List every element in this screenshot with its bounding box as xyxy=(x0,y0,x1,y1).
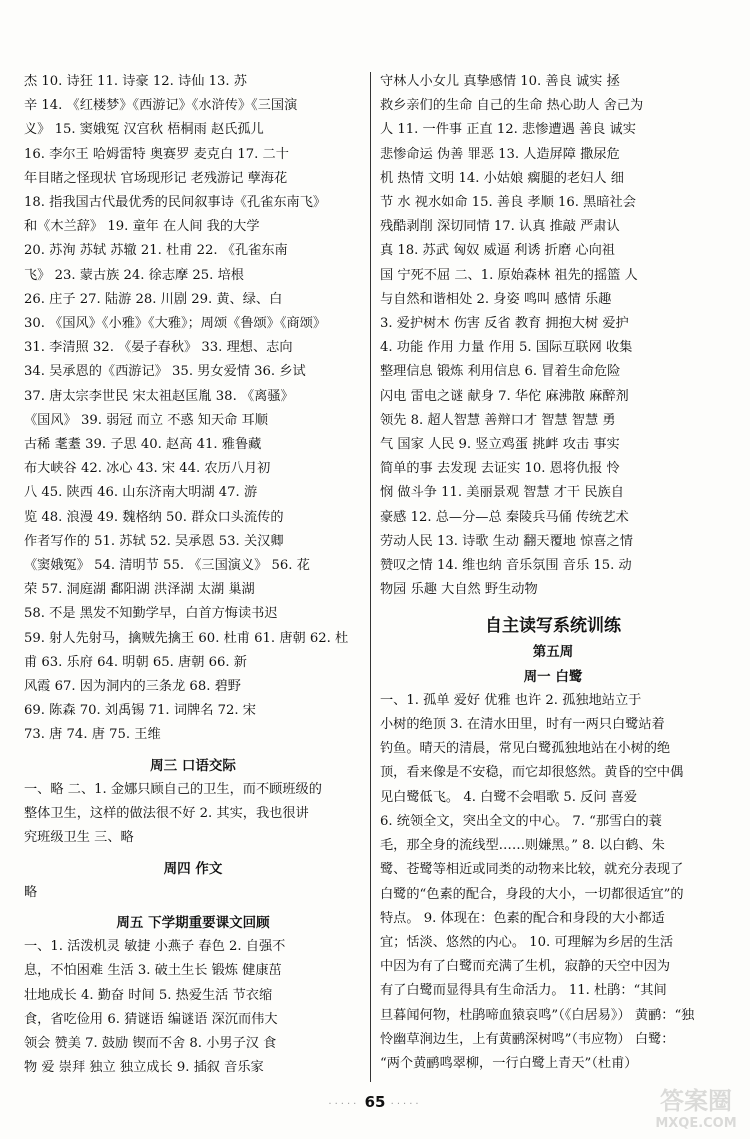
column-divider xyxy=(370,72,371,1082)
answer-line: 气 国家 人民 9. 竖立鸡蛋 挑衅 攻击 事实 xyxy=(380,437,620,453)
answer-line: 义》 15. 窦娥冤 汉宫秋 梧桐雨 赵氏孤儿 xyxy=(24,122,264,138)
answer-line: “两个黄鹂鸣翠柳，一行白鹭上青天”（杜甫） xyxy=(380,1055,638,1071)
answer-line: 20. 苏洵 苏轼 苏辙 21. 杜甫 22. 《孔雀东南 xyxy=(24,243,288,259)
answer-line: 《窦娥冤》 54. 清明节 55. 《三国演义》 56. 花 xyxy=(24,558,310,574)
answer-line: 究班级卫生 三、略 xyxy=(24,830,134,846)
answer-line: 59. 射人先射马，擒贼先擒王 60. 杜甫 61. 唐朝 62. 杜 xyxy=(24,630,349,646)
answer-line: 26. 庄子 27. 陆游 28. 川剧 29. 黄、绿、白 xyxy=(24,291,283,307)
heading-week1-egret: 周一 白鹭 xyxy=(523,668,583,685)
watermark-logo xyxy=(650,1079,742,1133)
answer-line: 和《木兰辞》 19. 童年 在人间 我的大学 xyxy=(24,219,260,235)
answer-line: 风霞 67. 因为洞内的三条龙 68. 碧野 xyxy=(24,679,241,695)
answer-line: 悲惨命运 伪善 罪恶 13. 人造屏障 撒尿危 xyxy=(380,146,620,162)
answer-line: 豪感 12. 总—分—总 秦陵兵马俑 传统艺术 xyxy=(380,509,629,525)
answer-line: 宜；恬淡、悠然的内心。 10. 可理解为乡居的生活 xyxy=(380,934,674,950)
answer-line: 鹭、苍鹭等相近或同类的动物来比较，就充分表现了 xyxy=(380,862,684,878)
answer-line: 国 宁死不屈 二、1. 原始森林 祖先的摇篮 人 xyxy=(380,267,638,283)
answer-line: 16. 李尔王 哈姆雷特 奥赛罗 麦克白 17. 二十 xyxy=(24,146,289,162)
answer-line: 节 水 视水如命 15. 善良 孝顺 16. 黑暗社会 xyxy=(380,195,636,211)
answer-line: 息，不怕困难 生活 3. 破土生长 锻炼 健康茁 xyxy=(24,963,282,979)
answer-line: 一、略 二、1. 金娜只顾自己的卫生，而不顾班级的 xyxy=(24,781,322,797)
watermark-logo-mark: 答案圈 xyxy=(660,1087,732,1115)
answer-line: 真 18. 苏武 匈奴 威逼 利诱 折磨 心向祖 xyxy=(380,243,615,259)
answer-line: 年目睹之怪现状 官场现形记 老残游记 孽海花 xyxy=(24,170,288,186)
answer-line: 毛，那全身的流线型……则嫌黑。” 8. 以白鹤、朱 xyxy=(380,838,665,854)
answer-line: 73. 唐 74. 唐 75. 王维 xyxy=(24,727,161,743)
answer-line: 古稀 耄耋 39. 子思 40. 赵高 41. 雅鲁藏 xyxy=(24,437,262,453)
answer-line: 特点。 9. 体现在：色素的配合和身段的大小都适 xyxy=(380,910,665,926)
answer-line: 杰 10. 诗狂 11. 诗豪 12. 诗仙 13. 苏 xyxy=(24,74,247,89)
answer-line: 领先 8. 超人智慧 善辩口才 智慧 智慧 勇 xyxy=(380,412,616,428)
answer-line: 3. 爱护树木 伤害 反省 教育 拥抱大树 爱护 xyxy=(380,316,629,332)
answer-line: 飞》 23. 蒙古族 24. 徐志摩 25. 培根 xyxy=(24,267,244,283)
answer-line: 略 xyxy=(24,884,38,900)
answer-line: 物 爱 崇拜 独立 独立成长 9. 插叙 音乐家 xyxy=(24,1060,264,1076)
answer-line: 览 48. 浪漫 49. 魏格纳 50. 群众口头流传的 xyxy=(24,509,284,525)
answer-block-lesson-review xyxy=(380,70,726,602)
answer-line: 残酷剥削 深切同情 17. 认真 推敲 严肃认 xyxy=(380,219,620,235)
answer-line: 旦暮闻何物，杜鹃啼血猿哀鸣”（《白居易》） 黄鹂：“独 xyxy=(380,1007,695,1023)
right-column xyxy=(380,70,726,1076)
answer-line: 劳动人民 13. 诗歌 生动 翻天覆地 惊喜之情 xyxy=(380,533,633,549)
answer-line: 小树的绝顶 3. 在清水田里，时有一两只白鹭站着 xyxy=(380,717,665,733)
answer-line: 白鹭的“色素的配合，身段的大小，一切都很适宜”的 xyxy=(380,886,684,902)
answer-line: 钓鱼。晴天的清晨，常见白鹭孤独地站在小树的绝 xyxy=(380,741,671,757)
answer-block-week3 xyxy=(24,778,362,851)
answer-line: 简单的事 去发现 去证实 10. 恩将仇报 怜 xyxy=(380,461,620,477)
heading-week3-oral: 周三 口语交际 xyxy=(150,757,236,774)
answer-block-week4 xyxy=(24,881,362,905)
answer-line: 6. 统领全文，突出全文的中心。 7. “那雪白的蓑 xyxy=(380,813,662,829)
watermark-logo-url: MXQE.COM xyxy=(655,1116,737,1131)
answer-line: 甫 63. 乐府 64. 明朝 65. 唐朝 66. 新 xyxy=(24,654,247,670)
answer-line: 物园 乐趣 大自然 野生动物 xyxy=(380,582,538,598)
answer-line: 整体卫生，这样的做法很不好 2. 其实，我也很讲 xyxy=(24,806,309,822)
left-column xyxy=(24,70,362,1080)
answer-line: 闪电 雷电之谜 献身 7. 华佗 麻沸散 麻醉剂 xyxy=(380,388,629,404)
section-title: 自主读写系统训练 xyxy=(485,616,621,637)
answer-line: 有了白鹭而显得具有生命活力。 11. 杜鹃：“其间 xyxy=(380,983,667,999)
answer-line: 34. 吴承恩的《西游记》 35. 男女爱情 36. 乡试 xyxy=(24,364,306,380)
answer-line: 食，省吃俭用 6. 猜谜语 编谜语 深沉而伟大 xyxy=(24,1011,278,1027)
answer-line: 悯 做斗争 11. 美丽景观 智慧 才干 民族自 xyxy=(380,485,624,501)
heading-week4-essay: 周四 作文 xyxy=(163,860,223,877)
page-footer xyxy=(0,1093,750,1111)
heading-week5-review: 周五 下学期重要课文回顾 xyxy=(116,914,270,931)
answer-line: 《国风》 39. 弱冠 而立 不惑 知天命 耳顺 xyxy=(24,412,268,428)
answer-line: 18. 指我国古代最优秀的民间叙事诗《孔雀东南飞》 xyxy=(24,195,327,211)
answer-line: 布大峡谷 42. 冰心 43. 宋 44. 农历八月初 xyxy=(24,461,271,477)
answer-line: 救乡亲们的生命 自己的生命 热心助人 舍己为 xyxy=(380,98,644,114)
answer-block-egret xyxy=(380,689,726,1076)
answer-line: 人 11. 一件事 正直 12. 悲惨遭遇 善良 诚实 xyxy=(380,122,636,138)
answer-line: 八 45. 陕西 46. 山东济南大明湖 47. 游 xyxy=(24,485,258,501)
answer-line: 怜幽草涧边生，上有黄鹂深树鸣”（韦应物） 白鹭： xyxy=(380,1031,675,1047)
answer-line: 壮地成长 4. 勤奋 时间 5. 热爱生活 节衣缩 xyxy=(24,987,273,1003)
answer-line: 中因为有了白鹭而充满了生机，寂静的天空中因为 xyxy=(380,959,671,975)
section-subtitle-week5: 第五周 xyxy=(532,644,574,661)
answer-line: 69. 陈森 70. 刘禹锡 71. 词牌名 72. 宋 xyxy=(24,703,256,719)
page-number: 65 xyxy=(364,1093,386,1111)
answer-line: 与自然和谐相处 2. 身姿 鸣叫 感情 乐趣 xyxy=(380,291,612,307)
answer-line: 作者写作的 51. 苏轼 52. 吴承恩 53. 关汉卿 xyxy=(24,533,284,549)
answer-line: 辛 14. 《红楼梦》《西游记》《水浒传》《三国演 xyxy=(24,98,298,114)
answer-block-week5 xyxy=(24,935,362,1080)
answer-line: 30. 《国风》《小雅》《大雅》；周颂《鲁颂》《商颂》 xyxy=(24,316,327,332)
answer-line: 见白鹭低飞。 4. 白鹭不会唱歌 5. 反问 喜爱 xyxy=(380,789,638,805)
answer-line: 领会 赞美 7. 鼓励 锲而不舍 8. 小男子汉 食 xyxy=(24,1035,277,1051)
footer-ornament-right: ····· xyxy=(390,1099,422,1110)
answer-line: 整理信息 锻炼 利用信息 6. 冒着生命危险 xyxy=(380,364,621,380)
answer-line: 荣 57. 洞庭湖 鄱阳湖 洪泽湖 太湖 巢湖 xyxy=(24,582,255,598)
footer-ornament-left: ····· xyxy=(328,1099,360,1110)
answer-line: 58. 不是 黑发不知勤学早，白首方悔读书迟 xyxy=(24,606,278,622)
answer-line: 37. 唐太宗李世民 宋太祖赵匡胤 38. 《离骚》 xyxy=(24,388,294,404)
answer-line: 一、1. 孤单 爱好 优雅 也许 2. 孤独地站立于 xyxy=(380,692,642,708)
answer-line: 赞叹之情 14. 维也纳 音乐氛围 音乐 15. 动 xyxy=(380,558,632,574)
answer-line: 31. 李清照 32. 《晏子春秋》 33. 理想、志向 xyxy=(24,340,293,356)
answer-block-general-knowledge xyxy=(24,70,362,748)
answer-line: 守林人小女儿 真挚感情 10. 善良 诚实 拯 xyxy=(380,74,620,89)
answer-line: 顶，看来像是不安稳，而它却很悠然。黄昏的空中偶 xyxy=(380,765,684,781)
answer-line: 4. 功能 作用 力量 作用 5. 国际互联网 收集 xyxy=(380,340,633,356)
answer-line: 机 热情 文明 14. 小姑娘 瘸腿的老妇人 细 xyxy=(380,170,624,186)
answer-line: 一、1. 活泼机灵 敏捷 小燕子 春色 2. 自强不 xyxy=(24,939,286,955)
